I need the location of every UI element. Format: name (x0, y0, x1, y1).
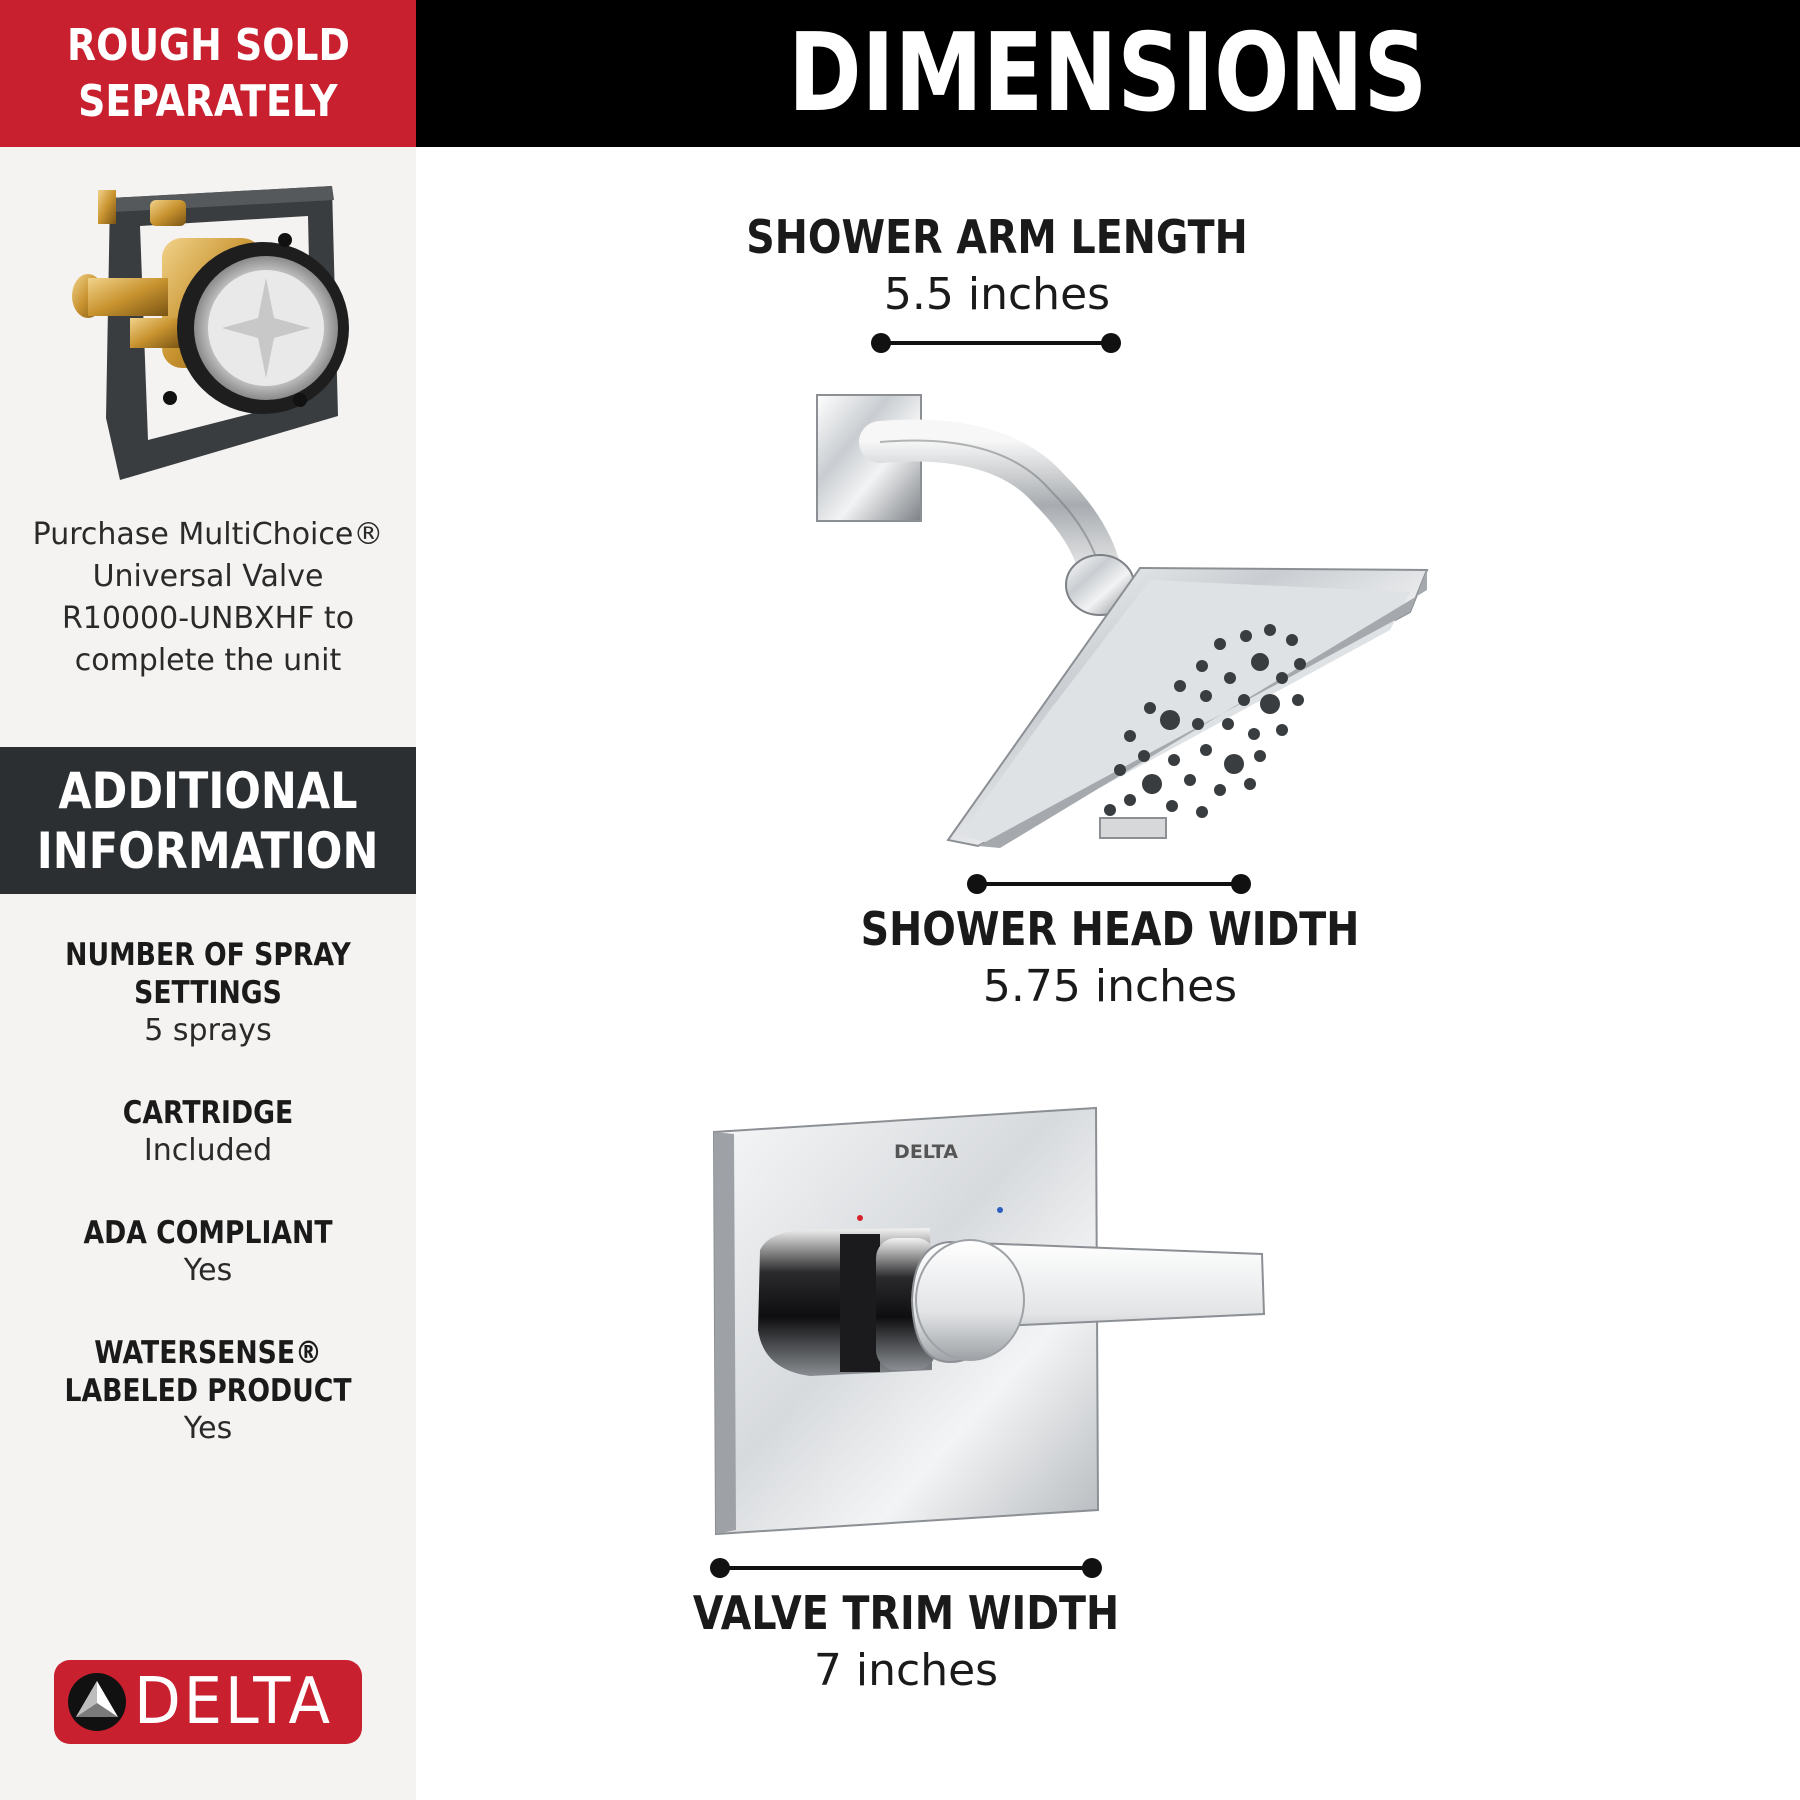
delta-wordmark: DELTA (134, 1665, 333, 1739)
valve-trim-measure-line (720, 1566, 1092, 1570)
rough-banner-line2: SEPARATELY (78, 75, 338, 127)
info-item-cartridge (0, 1094, 416, 1170)
purchase-note-line4: complete the unit (74, 643, 342, 678)
info-label: WATERSENSE® (94, 1335, 322, 1371)
header-bar (416, 0, 1800, 147)
spray-nozzles (1030, 600, 1350, 840)
valve-trim-image (700, 1100, 1280, 1550)
additional-banner-line1: ADDITIONAL (58, 761, 358, 820)
dimension-title: VALVE TRIM WIDTH (692, 1586, 1120, 1640)
info-label: NUMBER OF SPRAY (65, 937, 351, 973)
info-item-ada-compliant (0, 1214, 416, 1290)
sidebar (0, 0, 416, 1800)
dimension-value: 5.75 inches (982, 961, 1238, 1012)
dimension-value: 5.5 inches (883, 269, 1111, 320)
dimension-value: 7 inches (813, 1645, 999, 1696)
info-value: Yes (183, 1411, 233, 1446)
rough-sold-separately-banner (0, 0, 416, 147)
dimension-title: SHOWER ARM LENGTH (746, 210, 1248, 264)
rough-in-valve-image (70, 178, 360, 488)
additional-banner-line2: INFORMATION (37, 821, 379, 880)
shower-head-width-label (800, 900, 1420, 1016)
info-label: ADA COMPLIANT (83, 1215, 333, 1251)
additional-information-banner (0, 747, 416, 894)
info-value: Included (143, 1133, 273, 1168)
page-title: DIMENSIONS (788, 11, 1428, 136)
info-item-watersense (0, 1334, 416, 1448)
info-label: CARTRIDGE (122, 1095, 294, 1131)
purchase-note (18, 514, 398, 682)
purchase-note-line1: Purchase MultiChoice® (32, 517, 384, 552)
info-value: Yes (183, 1253, 233, 1288)
shower-arm-length-label (697, 208, 1297, 324)
purchase-note-line2: Universal Valve (92, 559, 324, 594)
delta-triangle-icon (66, 1671, 128, 1733)
cold-indicator-dot (997, 1207, 1003, 1213)
shower-head-measure-line (977, 882, 1241, 886)
plate-brand-text: DELTA (894, 1141, 958, 1163)
shower-arm-measure-line (881, 341, 1111, 345)
hot-indicator-dot (857, 1215, 863, 1221)
info-label: LABELED PRODUCT (64, 1373, 352, 1409)
purchase-note-line3: R10000-UNBXHF to (61, 601, 355, 636)
valve-trim-width-label (600, 1584, 1212, 1700)
dimension-title: SHOWER HEAD WIDTH (860, 902, 1360, 956)
info-item-spray-settings (0, 936, 416, 1050)
info-label: SETTINGS (134, 975, 282, 1011)
delta-logo (54, 1660, 362, 1744)
info-value: 5 sprays (144, 1013, 272, 1048)
rough-banner-line1: ROUGH SOLD (66, 19, 350, 71)
